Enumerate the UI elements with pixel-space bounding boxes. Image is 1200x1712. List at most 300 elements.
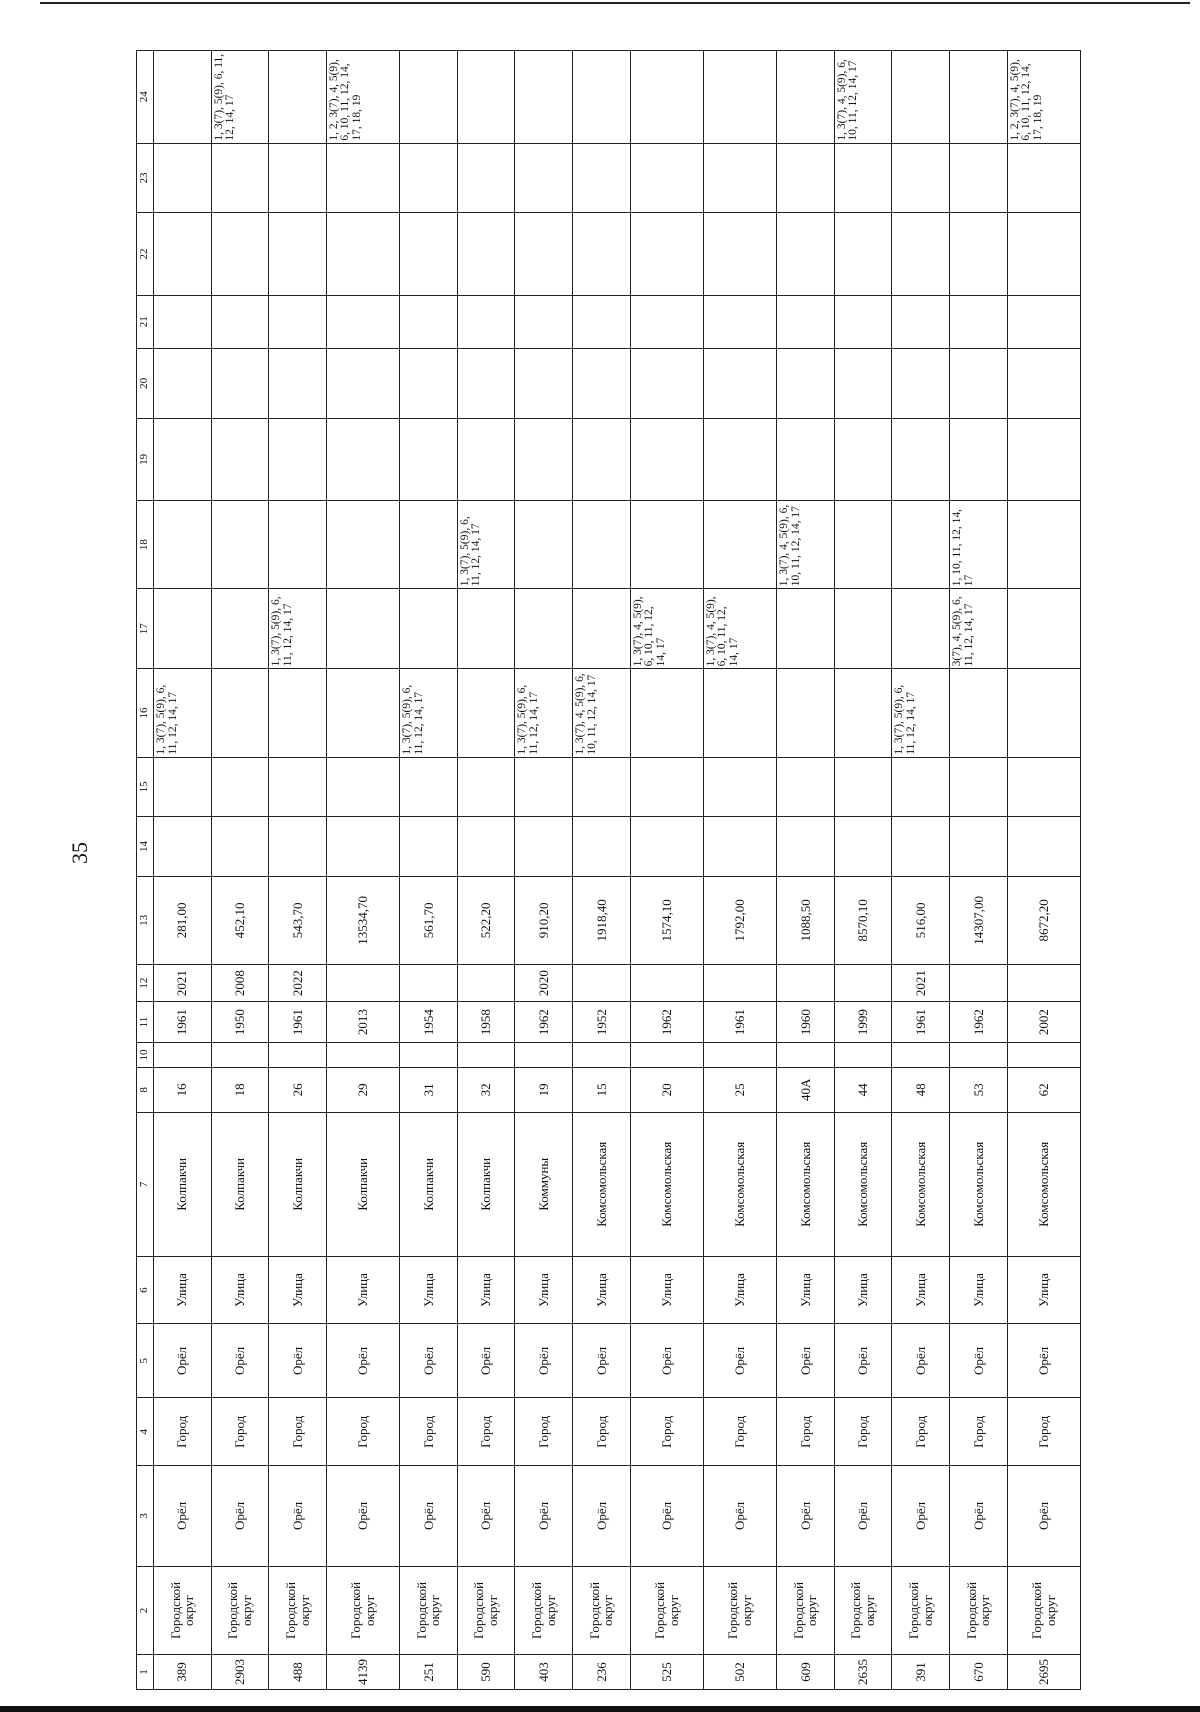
table-row bbox=[950, 51, 1008, 1690]
table-cell bbox=[573, 757, 631, 817]
table-cell: 1958 bbox=[457, 1002, 515, 1043]
table-cell: 670 bbox=[950, 1655, 1008, 1690]
table-cell bbox=[892, 1043, 950, 1068]
table-cell: 18 bbox=[211, 1067, 269, 1112]
table-cell: Орёл bbox=[1007, 1324, 1080, 1398]
table-row bbox=[630, 51, 703, 1690]
table-cell bbox=[326, 143, 399, 213]
table-cell bbox=[630, 757, 703, 817]
table-cell bbox=[834, 418, 892, 500]
table-cell bbox=[400, 589, 458, 669]
column-header: 22 bbox=[137, 213, 154, 295]
table-cell bbox=[400, 500, 458, 588]
table-cell: Орёл bbox=[777, 1324, 835, 1398]
table-cell bbox=[515, 757, 573, 817]
table-cell bbox=[834, 348, 892, 418]
table-cell: Коммуны bbox=[515, 1112, 573, 1256]
table-cell bbox=[777, 757, 835, 817]
table-cell bbox=[269, 500, 327, 588]
table-cell bbox=[573, 1043, 631, 1068]
table-row bbox=[211, 51, 269, 1690]
table-cell: Городской округ bbox=[573, 1566, 631, 1654]
table-cell: Орёл bbox=[834, 1324, 892, 1398]
table-cell: Орёл bbox=[1007, 1466, 1080, 1567]
table-cell bbox=[457, 1043, 515, 1068]
table-cell bbox=[630, 143, 703, 213]
table-cell: Улица bbox=[950, 1256, 1008, 1324]
table-cell bbox=[154, 418, 212, 500]
table-cell bbox=[1007, 1043, 1080, 1068]
table-cell bbox=[326, 500, 399, 588]
column-header: 20 bbox=[137, 348, 154, 418]
table-cell: Орёл bbox=[326, 1466, 399, 1567]
table-row bbox=[154, 51, 212, 1690]
table-cell bbox=[154, 348, 212, 418]
table-row bbox=[269, 51, 327, 1690]
table-cell: Комсомольская bbox=[630, 1112, 703, 1256]
table-cell bbox=[892, 51, 950, 144]
column-header: 12 bbox=[137, 965, 154, 1002]
table-cell: 2022 bbox=[269, 965, 327, 1002]
table-cell: Колпакчи bbox=[154, 1112, 212, 1256]
table-cell: 16 bbox=[154, 1067, 212, 1112]
table-cell bbox=[269, 143, 327, 213]
table-cell: 2013 bbox=[326, 1002, 399, 1043]
table-cell: Орёл bbox=[211, 1324, 269, 1398]
table-cell: Орёл bbox=[573, 1324, 631, 1398]
table-cell: Орёл bbox=[777, 1466, 835, 1567]
table-cell: Орёл bbox=[154, 1324, 212, 1398]
table-cell bbox=[573, 213, 631, 295]
table-cell bbox=[777, 965, 835, 1002]
table-cell bbox=[573, 348, 631, 418]
table-row bbox=[834, 51, 892, 1690]
table-cell bbox=[892, 143, 950, 213]
table-cell: Город bbox=[154, 1398, 212, 1466]
table-cell bbox=[703, 348, 776, 418]
table-cell bbox=[326, 213, 399, 295]
table-cell: Орёл bbox=[834, 1466, 892, 1567]
column-header: 5 bbox=[137, 1324, 154, 1398]
table-cell bbox=[630, 965, 703, 1002]
table-cell bbox=[269, 51, 327, 144]
table-cell bbox=[211, 418, 269, 500]
table-cell bbox=[777, 669, 835, 757]
table-cell: Город bbox=[777, 1398, 835, 1466]
table-cell bbox=[154, 500, 212, 588]
table-cell: Орёл bbox=[892, 1324, 950, 1398]
table-cell bbox=[630, 418, 703, 500]
table-cell bbox=[703, 418, 776, 500]
table-cell: Орёл bbox=[892, 1466, 950, 1567]
table-cell bbox=[154, 213, 212, 295]
table-cell: 1, 3(7), 4, 5(9), 6, 10, 11, 12, 14, 17 bbox=[630, 589, 703, 669]
table-cell: Колпакчи bbox=[211, 1112, 269, 1256]
table-cell bbox=[400, 295, 458, 348]
table-cell: 3(7), 4, 5(9), 6, 11, 12, 14, 17 bbox=[950, 589, 1008, 669]
table-cell bbox=[211, 817, 269, 877]
table-cell: Город bbox=[892, 1398, 950, 1466]
table-cell bbox=[950, 757, 1008, 817]
table-cell bbox=[777, 589, 835, 669]
table-cell: 2695 bbox=[1007, 1655, 1080, 1690]
table-cell bbox=[703, 965, 776, 1002]
table-cell bbox=[211, 348, 269, 418]
table-cell bbox=[515, 589, 573, 669]
table-cell: Улица bbox=[154, 1256, 212, 1324]
table-cell bbox=[834, 500, 892, 588]
table-cell bbox=[1007, 965, 1080, 1002]
table-cell: 1961 bbox=[269, 1002, 327, 1043]
table-cell bbox=[950, 295, 1008, 348]
table-cell: 1, 10, 11, 12, 14, 17 bbox=[950, 500, 1008, 588]
table-cell bbox=[457, 348, 515, 418]
table-cell bbox=[950, 669, 1008, 757]
table-cell: 251 bbox=[400, 1655, 458, 1690]
table-cell bbox=[703, 817, 776, 877]
table-cell bbox=[326, 757, 399, 817]
bottom-rule bbox=[0, 1706, 1200, 1712]
table-cell bbox=[457, 51, 515, 144]
table-cell bbox=[950, 965, 1008, 1002]
rotated-table-sheet bbox=[136, 50, 1081, 1690]
table-cell: 1954 bbox=[400, 1002, 458, 1043]
table-cell: 522,20 bbox=[457, 876, 515, 964]
table-cell bbox=[573, 589, 631, 669]
table-cell: Орёл bbox=[515, 1324, 573, 1398]
table-cell: Город bbox=[630, 1398, 703, 1466]
table-cell bbox=[834, 669, 892, 757]
table-cell: 1, 3(7), 4, 5(9), 6, 10, 11, 12, 14, 17 bbox=[573, 669, 631, 757]
table-cell: Орёл bbox=[154, 1466, 212, 1567]
table-cell bbox=[834, 1043, 892, 1068]
table-cell: 8570,10 bbox=[834, 876, 892, 964]
table-cell bbox=[1007, 817, 1080, 877]
table-cell: Комсомольская bbox=[573, 1112, 631, 1256]
table-cell: 543,70 bbox=[269, 876, 327, 964]
table-cell bbox=[457, 418, 515, 500]
table-cell: Город bbox=[400, 1398, 458, 1466]
table-cell: Городской округ bbox=[834, 1566, 892, 1654]
table-cell bbox=[630, 213, 703, 295]
table-cell: 8672,20 bbox=[1007, 876, 1080, 964]
table-cell: 20 bbox=[630, 1067, 703, 1112]
table-cell bbox=[777, 295, 835, 348]
table-cell: 2008 bbox=[211, 965, 269, 1002]
table-cell bbox=[457, 213, 515, 295]
table-cell bbox=[573, 418, 631, 500]
column-header: 23 bbox=[137, 143, 154, 213]
header-row bbox=[137, 51, 154, 1690]
table-cell: 2903 bbox=[211, 1655, 269, 1690]
table-cell: Орёл bbox=[457, 1324, 515, 1398]
table-cell bbox=[950, 213, 1008, 295]
table-cell bbox=[1007, 500, 1080, 588]
table-cell: 1918,40 bbox=[573, 876, 631, 964]
table-cell: Улица bbox=[630, 1256, 703, 1324]
table-cell bbox=[400, 817, 458, 877]
column-header: 21 bbox=[137, 295, 154, 348]
top-rule bbox=[40, 2, 1190, 4]
table-cell: Городской округ bbox=[457, 1566, 515, 1654]
table-cell: 15 bbox=[573, 1067, 631, 1112]
table-cell bbox=[211, 295, 269, 348]
table-cell: 1792,00 bbox=[703, 876, 776, 964]
table-cell: 1, 3(7), 5(9), 6, 11, 12, 14, 17 bbox=[269, 589, 327, 669]
table-cell: 1962 bbox=[950, 1002, 1008, 1043]
column-header: 14 bbox=[137, 817, 154, 877]
table-cell: 1962 bbox=[515, 1002, 573, 1043]
table-cell: Городской округ bbox=[703, 1566, 776, 1654]
table-cell: Орёл bbox=[400, 1324, 458, 1398]
table-cell: Город bbox=[703, 1398, 776, 1466]
table-cell bbox=[515, 295, 573, 348]
table-cell bbox=[573, 965, 631, 1002]
table-cell bbox=[777, 213, 835, 295]
table-cell: Орёл bbox=[269, 1466, 327, 1567]
table-cell bbox=[457, 965, 515, 1002]
table-cell: Город bbox=[211, 1398, 269, 1466]
table-cell: 1961 bbox=[703, 1002, 776, 1043]
table-cell bbox=[1007, 757, 1080, 817]
table-cell bbox=[154, 589, 212, 669]
table-cell: 2635 bbox=[834, 1655, 892, 1690]
table-cell: Улица bbox=[211, 1256, 269, 1324]
table-cell bbox=[326, 817, 399, 877]
table-cell: Колпакчи bbox=[400, 1112, 458, 1256]
table-cell bbox=[400, 213, 458, 295]
table-cell: 1088,50 bbox=[777, 876, 835, 964]
table-cell: Комсомольская bbox=[703, 1112, 776, 1256]
table-cell: 26 bbox=[269, 1067, 327, 1112]
table-cell bbox=[834, 589, 892, 669]
table-cell bbox=[211, 1043, 269, 1068]
table-cell: 1962 bbox=[630, 1002, 703, 1043]
table-cell bbox=[269, 757, 327, 817]
table-cell: 452,10 bbox=[211, 876, 269, 964]
table-cell bbox=[892, 817, 950, 877]
table-cell: Орёл bbox=[457, 1466, 515, 1567]
table-cell: 1952 bbox=[573, 1002, 631, 1043]
table-row bbox=[777, 51, 835, 1690]
table-cell: 48 bbox=[892, 1067, 950, 1112]
table-cell bbox=[573, 817, 631, 877]
column-header: 13 bbox=[137, 876, 154, 964]
table-cell: 488 bbox=[269, 1655, 327, 1690]
table-cell: Колпакчи bbox=[457, 1112, 515, 1256]
table-cell: Орёл bbox=[703, 1324, 776, 1398]
table-cell bbox=[1007, 348, 1080, 418]
table-cell: 14307,00 bbox=[950, 876, 1008, 964]
table-cell bbox=[154, 51, 212, 144]
table-cell: Городской округ bbox=[892, 1566, 950, 1654]
table-cell bbox=[400, 348, 458, 418]
table-cell bbox=[703, 1043, 776, 1068]
table-cell bbox=[154, 1043, 212, 1068]
table-cell: 25 bbox=[703, 1067, 776, 1112]
column-header: 8 bbox=[137, 1067, 154, 1112]
table-cell bbox=[703, 757, 776, 817]
table-cell bbox=[892, 418, 950, 500]
table-cell bbox=[326, 589, 399, 669]
table-cell: 1574,10 bbox=[630, 876, 703, 964]
table-cell bbox=[630, 51, 703, 144]
table-cell bbox=[457, 757, 515, 817]
table-cell bbox=[1007, 295, 1080, 348]
table-cell: 1950 bbox=[211, 1002, 269, 1043]
table-cell bbox=[515, 51, 573, 144]
table-cell: Улица bbox=[834, 1256, 892, 1324]
table-cell bbox=[211, 500, 269, 588]
table-cell bbox=[1007, 143, 1080, 213]
table-cell: 1, 3(7), 4, 5(9), 6, 10, 11, 12, 14, 17 bbox=[703, 589, 776, 669]
table-cell bbox=[892, 213, 950, 295]
table-cell: Улица bbox=[777, 1256, 835, 1324]
table-cell: Улица bbox=[573, 1256, 631, 1324]
table-cell: Город bbox=[1007, 1398, 1080, 1466]
column-header: 4 bbox=[137, 1398, 154, 1466]
table-cell: Городской округ bbox=[1007, 1566, 1080, 1654]
table-cell: 1961 bbox=[892, 1002, 950, 1043]
table-cell: Орёл bbox=[950, 1324, 1008, 1398]
table-cell: 502 bbox=[703, 1655, 776, 1690]
table-row bbox=[703, 51, 776, 1690]
table-cell bbox=[154, 817, 212, 877]
table-cell bbox=[269, 817, 327, 877]
table-cell: 32 bbox=[457, 1067, 515, 1112]
table-cell bbox=[515, 500, 573, 588]
table-row bbox=[515, 51, 573, 1690]
table-cell: Городской округ bbox=[777, 1566, 835, 1654]
table-cell bbox=[269, 295, 327, 348]
table-cell bbox=[400, 143, 458, 213]
table-cell bbox=[630, 1043, 703, 1068]
table-cell bbox=[892, 757, 950, 817]
table-cell bbox=[630, 500, 703, 588]
table-cell bbox=[326, 1043, 399, 1068]
table-cell bbox=[269, 1043, 327, 1068]
table-cell bbox=[326, 295, 399, 348]
table-cell: Город bbox=[834, 1398, 892, 1466]
table-cell bbox=[950, 348, 1008, 418]
table-cell: 40А bbox=[777, 1067, 835, 1112]
table-cell: Колпакчи bbox=[326, 1112, 399, 1256]
table-cell bbox=[573, 143, 631, 213]
table-cell bbox=[703, 500, 776, 588]
table-cell: Город bbox=[457, 1398, 515, 1466]
table-cell: 2002 bbox=[1007, 1002, 1080, 1043]
column-header: 16 bbox=[137, 669, 154, 757]
table-cell bbox=[892, 295, 950, 348]
table-row bbox=[400, 51, 458, 1690]
table-cell bbox=[630, 817, 703, 877]
table-cell bbox=[630, 295, 703, 348]
table-cell bbox=[703, 143, 776, 213]
table-cell bbox=[1007, 669, 1080, 757]
table-cell: 1999 bbox=[834, 1002, 892, 1043]
table-cell: 2021 bbox=[154, 965, 212, 1002]
table-cell bbox=[154, 143, 212, 213]
table-cell: 1, 3(7), 4, 5(9), 6, 10, 11, 12, 14, 17 bbox=[834, 51, 892, 144]
table-cell: 44 bbox=[834, 1067, 892, 1112]
column-header: 1 bbox=[137, 1655, 154, 1690]
table-cell: Улица bbox=[457, 1256, 515, 1324]
table-cell: 910,20 bbox=[515, 876, 573, 964]
column-header: 19 bbox=[137, 418, 154, 500]
table-cell: Городской округ bbox=[211, 1566, 269, 1654]
table-cell: Орёл bbox=[630, 1466, 703, 1567]
table-cell: Город bbox=[269, 1398, 327, 1466]
table-cell bbox=[950, 1043, 1008, 1068]
table-cell bbox=[834, 295, 892, 348]
table-cell: 1, 3(7), 5(9), 6, 11, 12, 14, 17 bbox=[211, 51, 269, 144]
table-cell: Городской округ bbox=[630, 1566, 703, 1654]
table-cell: 1, 2, 3(7), 4, 5(9), 6, 10, 11, 12, 14, 17, 18, 19 bbox=[1007, 51, 1080, 144]
table-cell bbox=[269, 348, 327, 418]
table-cell: Город bbox=[515, 1398, 573, 1466]
table-cell: 1, 3(7), 5(9), 6, 11, 12, 14, 17 bbox=[892, 669, 950, 757]
table-cell bbox=[1007, 589, 1080, 669]
table-cell bbox=[211, 143, 269, 213]
table-cell: Орёл bbox=[326, 1324, 399, 1398]
table-cell: 19 bbox=[515, 1067, 573, 1112]
table-cell: Улица bbox=[269, 1256, 327, 1324]
table-cell: Город bbox=[950, 1398, 1008, 1466]
table-row bbox=[573, 51, 631, 1690]
table-cell bbox=[950, 418, 1008, 500]
column-header: 6 bbox=[137, 1256, 154, 1324]
table-cell: 1, 3(7), 5(9), 6, 11, 12, 14, 17 bbox=[457, 500, 515, 588]
table-cell: Город bbox=[573, 1398, 631, 1466]
column-header: 15 bbox=[137, 757, 154, 817]
table-cell: Улица bbox=[892, 1256, 950, 1324]
table-cell bbox=[1007, 418, 1080, 500]
table-cell bbox=[154, 295, 212, 348]
column-header: 3 bbox=[137, 1466, 154, 1567]
table-cell: Орёл bbox=[950, 1466, 1008, 1567]
table-cell: 590 bbox=[457, 1655, 515, 1690]
table-cell: Орёл bbox=[515, 1466, 573, 1567]
table-cell bbox=[892, 589, 950, 669]
table-cell bbox=[269, 418, 327, 500]
table-cell bbox=[777, 1043, 835, 1068]
table-cell: 403 bbox=[515, 1655, 573, 1690]
table-cell bbox=[211, 669, 269, 757]
table-cell: Улица bbox=[326, 1256, 399, 1324]
table-row bbox=[892, 51, 950, 1690]
table-cell bbox=[834, 143, 892, 213]
table-cell bbox=[457, 295, 515, 348]
table-cell: 2020 bbox=[515, 965, 573, 1002]
table-cell bbox=[777, 143, 835, 213]
table-cell bbox=[457, 589, 515, 669]
table-cell: Комсомольская bbox=[834, 1112, 892, 1256]
table-cell: 1961 bbox=[154, 1002, 212, 1043]
table-cell: Городской округ bbox=[400, 1566, 458, 1654]
column-header: 7 bbox=[137, 1112, 154, 1256]
table-cell: Орёл bbox=[573, 1466, 631, 1567]
column-header: 10 bbox=[137, 1043, 154, 1068]
table-cell bbox=[1007, 213, 1080, 295]
table-cell bbox=[400, 51, 458, 144]
table-cell bbox=[269, 669, 327, 757]
page-number: 35 bbox=[67, 842, 92, 864]
table-cell: 29 bbox=[326, 1067, 399, 1112]
table-cell: Орёл bbox=[703, 1466, 776, 1567]
table-cell bbox=[211, 589, 269, 669]
data-table bbox=[136, 50, 1081, 1690]
column-header: 2 bbox=[137, 1566, 154, 1654]
